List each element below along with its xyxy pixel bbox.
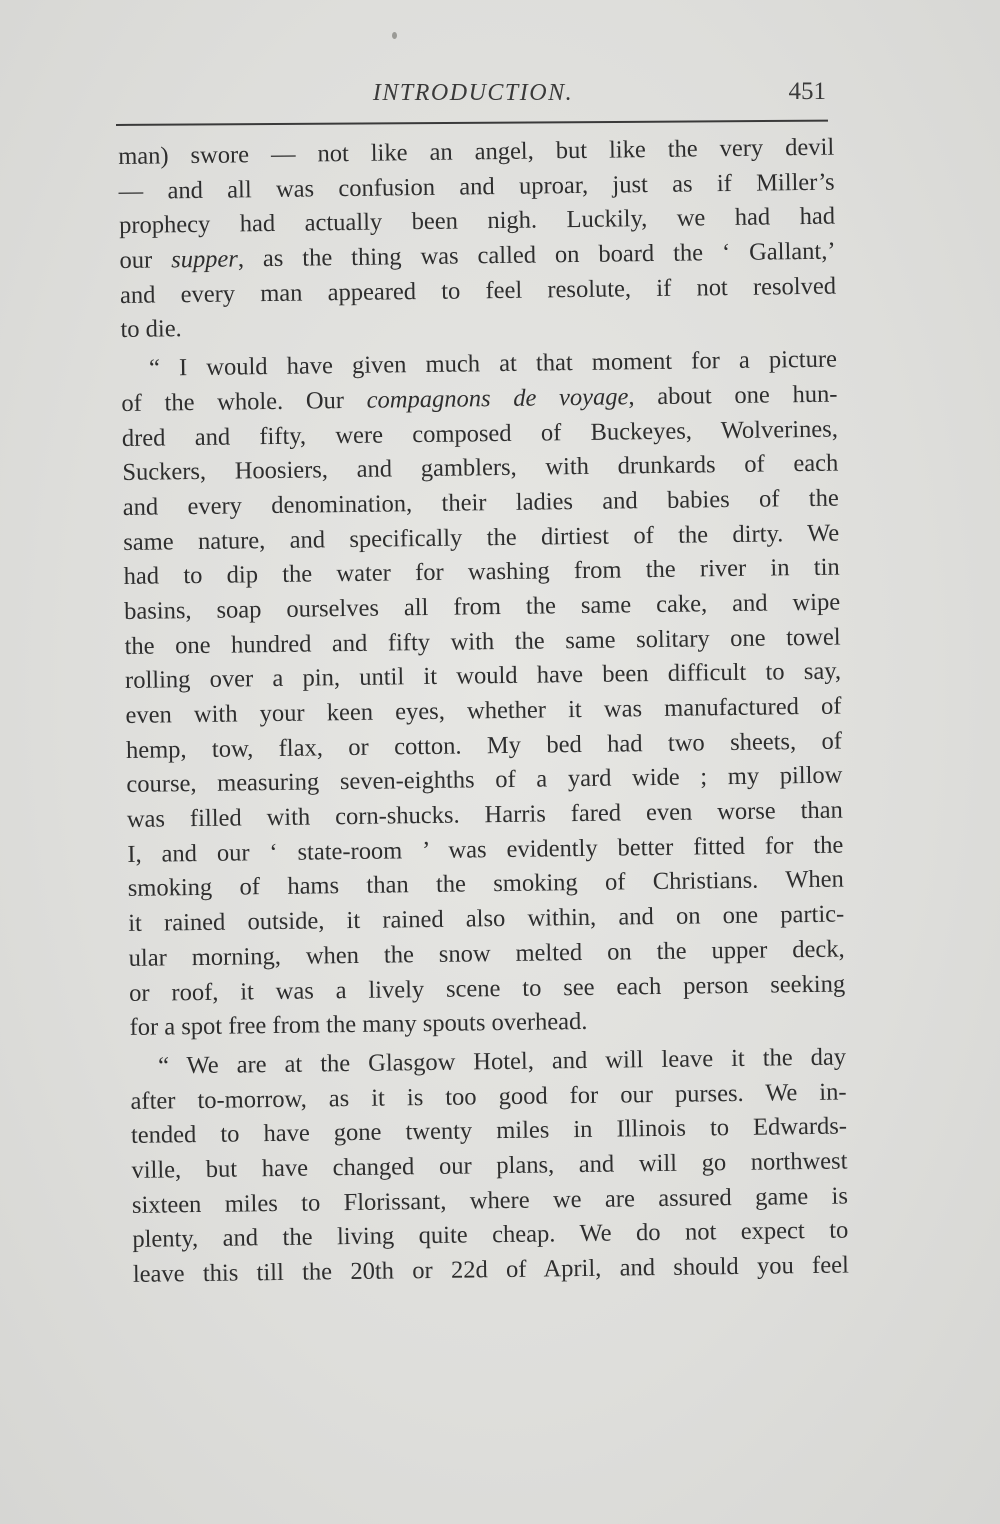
text-line: basins, soap ourselves all from the same cake, and wipe <box>123 588 841 625</box>
italic-phrase: compagnons de voyage <box>366 383 629 414</box>
text-line: to die. <box>120 315 182 344</box>
paragraph <box>130 1040 849 1292</box>
text-line: and every man appeared to feel resolute, if not resolved <box>119 272 837 309</box>
text-line: sixteen miles to Florissant, where we are assured game is <box>131 1182 849 1219</box>
text-line: for a spot free from the many spouts overhead. <box>129 1008 588 1042</box>
page-number: 451 <box>788 78 826 105</box>
text-line: tended to have gone twenty miles in Illinois to Edwards- <box>130 1112 848 1150</box>
running-head: INTRODUCTION. <box>372 80 574 106</box>
text-line: or roof, it was a lively scene to see each person seeking <box>128 970 846 1007</box>
body-text <box>118 131 849 1293</box>
text-line: smoking of hams than the smoking of Christians. When <box>127 866 844 903</box>
text-line: Suckers, Hoosiers, and gamblers, with drunkards of each <box>122 449 839 487</box>
text-line: hemp, tow, flax, or cotton. My bed had two sheets, of <box>125 727 843 764</box>
text-line: “ We are at the Glasgow Hotel, and will leave it the day <box>157 1043 847 1080</box>
text-line: even with your keen eyes, whether it was manufactured of <box>125 692 842 729</box>
text-line: course, measuring seven-eighths of a yard wide ; my pillow <box>126 761 843 799</box>
text-line: same nature, and specifically the dirtiest of the dirty. We <box>123 519 840 556</box>
text-line: ville, but have changed our plans, and will go northwest <box>131 1147 848 1184</box>
text-line: our supper, as the thing was called on board the ‘ Gallant,’ <box>119 237 836 275</box>
text-line: of the whole. Our compagnons de voyage, about one hun- <box>121 380 838 417</box>
paper-speck <box>392 32 397 39</box>
paragraph <box>121 343 846 1046</box>
text-line: leave this till the 20th or 22d of April, and should you feel <box>132 1251 849 1288</box>
italic-phrase: supper <box>171 245 239 274</box>
text-line: I, and our ‘ state-room ’ was evidently better fitted for the <box>127 831 844 868</box>
text-line: — and all was confusion and uproar, just as if Miller’s <box>118 168 835 205</box>
text-line: it rained outside, it rained also within, and on one partic- <box>128 900 845 938</box>
header-rule <box>116 120 828 126</box>
page-header <box>116 76 830 116</box>
text-line: was filled with corn-shucks. Harris fared even worse than <box>126 796 844 834</box>
text-line: had to dip the water for washing from the river in tin <box>123 553 840 591</box>
text-line: and every denomination, their ladies and babies of the <box>122 484 839 521</box>
text-line: the one hundred and fifty with the same solitary one towel <box>124 623 841 660</box>
paragraph <box>118 131 837 348</box>
text-line: plenty, and the living quite cheap. We do not expect to <box>132 1216 849 1254</box>
text-line: ular morning, when the snow melted on the upper deck, <box>128 935 845 972</box>
text-line: dred and fifty, were composed of Buckeyes, Wolverines, <box>121 415 839 452</box>
text-line: after to-morrow, as it is too good for our purses. We in- <box>130 1078 847 1115</box>
text-line: prophecy had actually been nigh. Luckily, we had had <box>118 202 836 240</box>
text-line: man) swore — not like an angel, but like the very devil <box>118 133 835 170</box>
text-line: rolling over a pin, until it would have been difficult to say, <box>124 657 842 695</box>
text-line: “ I would have given much at that moment for a picture <box>148 345 838 382</box>
